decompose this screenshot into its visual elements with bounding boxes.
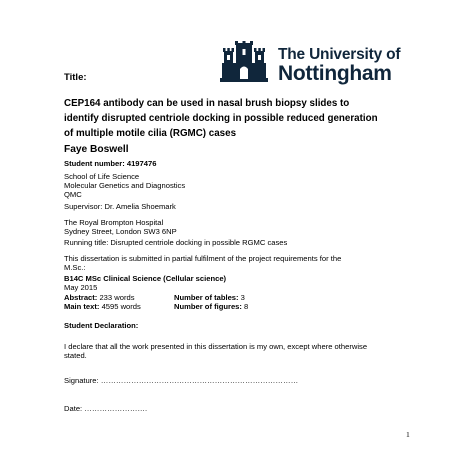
submission-statement — [64, 254, 341, 272]
signature-text: Signature: …………………………………………………………………… — [64, 376, 299, 385]
submission-line: This dissertation is submitted in partial fulfilment of the project requirements for the — [64, 254, 342, 263]
submission-line: M.Sc.: — [64, 263, 86, 272]
tables-value: 3 — [238, 293, 245, 302]
date-line — [64, 404, 147, 413]
date-text: Date: ……………………. — [64, 404, 148, 413]
abstract-label: Abstract: — [64, 293, 98, 302]
hospital-line: The Royal Brompton Hospital — [64, 218, 164, 227]
university-name-line1: The University of — [278, 46, 401, 63]
thesis-title-line: of multiple motile cilia (RGMC) cases — [64, 128, 237, 139]
hospital-address — [64, 218, 177, 236]
title-label: Title: — [64, 72, 87, 83]
running-title — [64, 238, 287, 247]
declaration-heading: Student Declaration: — [64, 321, 139, 330]
declaration-heading-block — [64, 321, 138, 330]
declaration-text — [64, 342, 367, 360]
signature-line — [64, 376, 298, 385]
main-text-value: 4595 words — [99, 302, 141, 311]
school-line: Molecular Genetics and Diagnostics — [64, 181, 186, 190]
tables-label: Number of tables: — [174, 293, 239, 302]
thesis-title — [64, 96, 404, 141]
student-number: Student number: 4197476 — [64, 159, 157, 168]
declaration-line: stated. — [64, 351, 87, 360]
supervisor — [64, 202, 176, 211]
tables-count — [174, 293, 245, 302]
school-line: QMC — [64, 190, 82, 199]
figures-value: 8 — [241, 302, 249, 311]
main-text-label: Main text: — [64, 302, 100, 311]
abstract-value: 233 words — [97, 293, 135, 302]
abstract-count — [64, 293, 135, 302]
course-block — [64, 274, 226, 292]
castle-crest-icon — [220, 41, 268, 86]
course-name: B14C MSc Clinical Science (Cellular science) — [64, 274, 227, 283]
hospital-line: Sydney Street, London SW3 6NP — [64, 227, 177, 236]
supervisor-text: Supervisor: Dr. Amelia Shoemark — [64, 202, 176, 211]
school-line: School of Life Science — [64, 172, 140, 181]
university-name-line2: Nottingham — [278, 62, 392, 85]
figures-count — [174, 302, 248, 311]
submission-date: May 2015 — [64, 283, 98, 292]
school-address — [64, 172, 185, 199]
main-text-count — [64, 302, 141, 311]
thesis-title-line: CEP164 antibody can be used in nasal brush biopsy slides to — [64, 98, 350, 109]
author-name: Faye Boswell — [64, 144, 129, 155]
page-number: 1 — [406, 430, 410, 439]
declaration-line: I declare that all the work presented in this dissertation is my own, except where otherwise — [64, 342, 368, 351]
figures-label: Number of figures: — [174, 302, 242, 311]
running-title-text: Running title: Disrupted centriole docking in possible RGMC cases — [64, 238, 288, 247]
thesis-title-line: identify disrupted centriole docking in possible reduced generation — [64, 113, 378, 124]
